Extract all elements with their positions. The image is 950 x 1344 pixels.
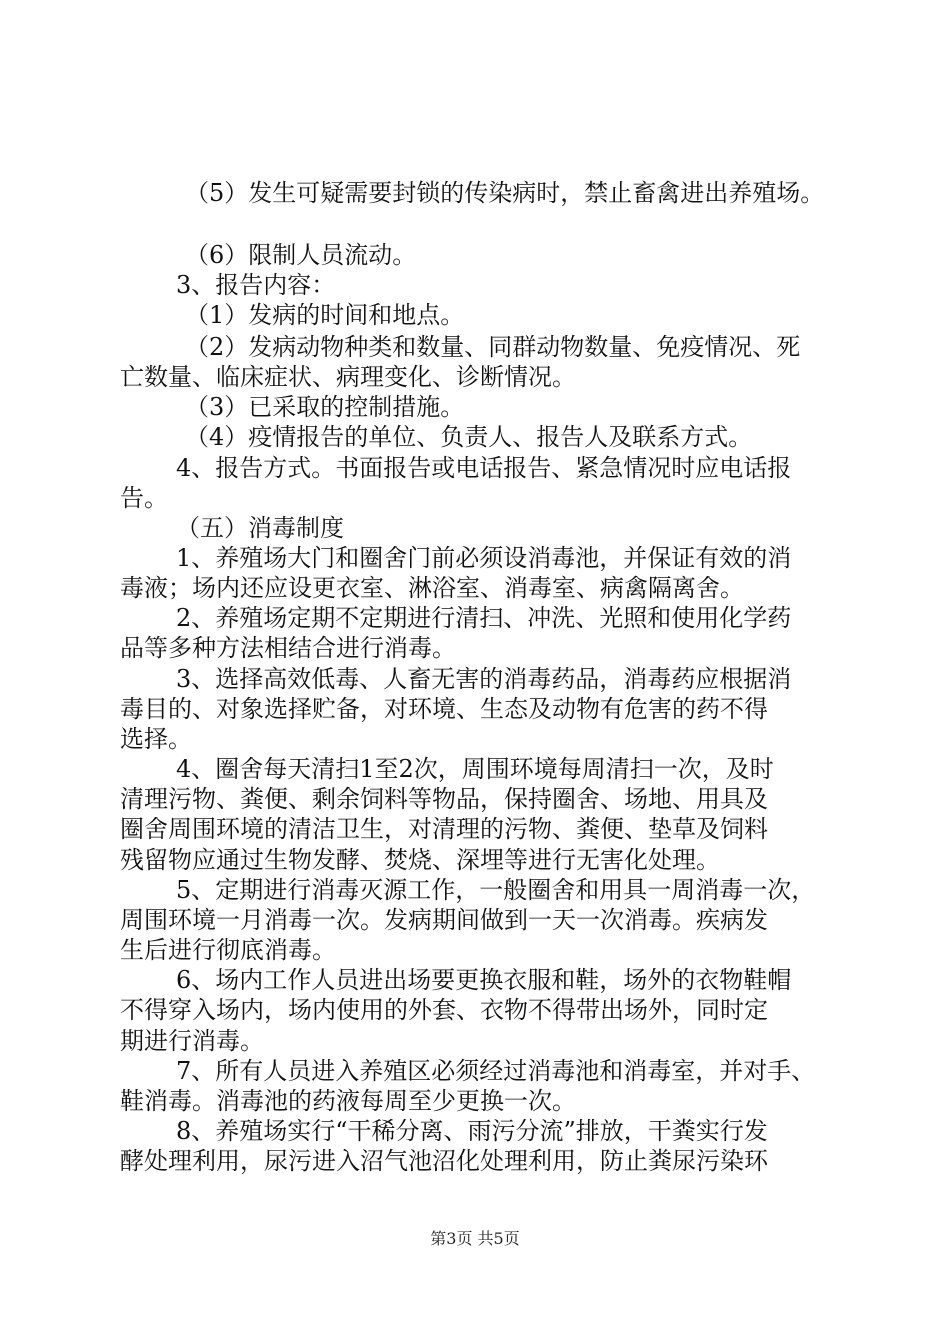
page-number: 第3页 共5页	[430, 1229, 520, 1248]
text-line: （3）已采取的控制措施。	[185, 393, 465, 421]
text-line: 圈舍周围环境的清洁卫生，对清理的污物、粪便、垫草及饲料	[120, 815, 768, 843]
text-line: （5）发生可疑需要封锁的传染病时，禁止畜禽进出养殖场。	[185, 179, 825, 207]
text-line: 酵处理利用，尿污进入沼气池沼化处理利用，防止粪尿污染环	[120, 1147, 768, 1175]
text-line: 8、养殖场实行“干稀分离、雨污分流”排放，干粪实行发	[176, 1117, 768, 1145]
text-line: 5、定期进行消毒灭源工作，一般圈舍和用具一周消毒一次，	[176, 876, 816, 904]
text-line: 鞋消毒。消毒池的药液每周至少更换一次。	[120, 1087, 576, 1115]
text-line: 清理污物、粪便、剩余饲料等物品，保持圈舍、场地、用具及	[120, 785, 768, 813]
text-line: 期进行消毒。	[120, 1027, 264, 1055]
text-line: （6）限制人员流动。	[185, 241, 417, 269]
text-line: 品等多种方法相结合进行消毒。	[120, 634, 456, 662]
text-line: 周围环境一月消毒一次。发病期间做到一天一次消毒。疾病发	[120, 906, 768, 934]
text-line: 2、养殖场定期不定期进行清扫、冲洗、光照和使用化学药	[176, 604, 792, 632]
text-line: 毒目的、对象选择贮备，对环境、生态及动物有危害的药不得	[120, 695, 768, 723]
text-line: 亡数量、临床症状、病理变化、诊断情况。	[120, 363, 576, 391]
text-line: 选择。	[120, 725, 192, 753]
text-line: 6、场内工作人员进出场要更换衣服和鞋，场外的衣物鞋帽	[176, 966, 792, 994]
text-line: （2）发病动物种类和数量、同群动物数量、免疫情况、死	[185, 333, 801, 361]
text-line: 7、所有人员进入养殖区必须经过消毒池和消毒室，并对手、	[176, 1057, 816, 1085]
text-line: 3、选择高效低毒、人畜无害的消毒药品，消毒药应根据消	[176, 665, 792, 693]
text-line: 生后进行彻底消毒。	[120, 936, 336, 964]
text-line: 毒液；场内还应设更衣室、淋浴室、消毒室、病禽隔离舍。	[120, 574, 744, 602]
text-line: 1、养殖场大门和圈舍门前必须设消毒池，并保证有效的消	[176, 544, 792, 572]
text-line: 4、圈舍每天清扫1至2次，周围环境每周清扫一次，及时	[176, 755, 774, 783]
text-line: 3、报告内容：	[176, 271, 336, 299]
text-line: 4、报告方式。书面报告或电话报告、紧急情况时应电话报	[176, 454, 792, 482]
text-line: 不得穿入场内，场内使用的外套、衣物不得带出场外，同时定	[120, 996, 768, 1024]
section-heading: （五）消毒制度	[176, 514, 344, 542]
text-line: 告。	[120, 484, 168, 512]
text-line: （4）疫情报告的单位、负责人、报告人及联系方式。	[185, 423, 753, 451]
text-line: 残留物应通过生物发酵、焚烧、深埋等进行无害化处理。	[120, 846, 720, 874]
text-line: （1）发病的时间和地点。	[185, 301, 465, 329]
